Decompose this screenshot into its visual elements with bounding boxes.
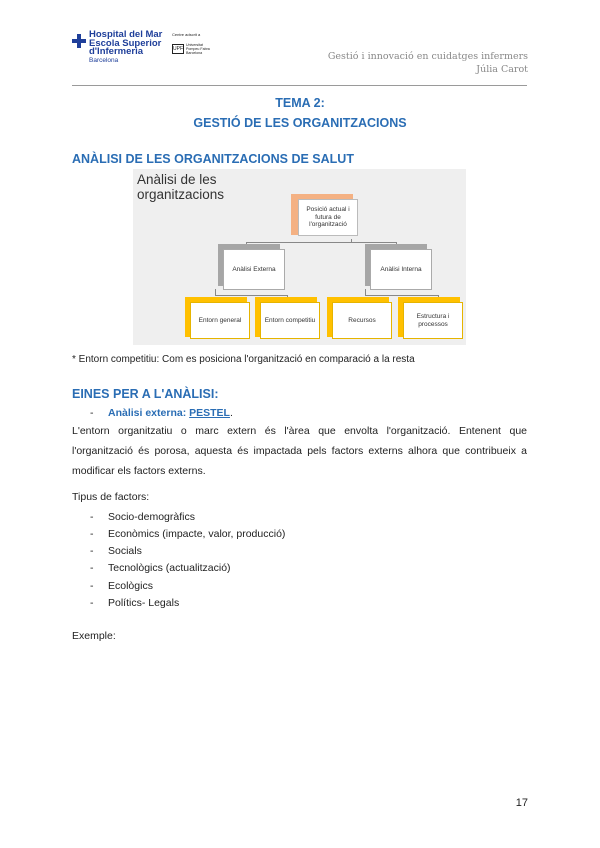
factor-list-item: Polítics- Legals bbox=[108, 597, 180, 609]
diagram-node-position: Posició actual i futura de l'organització bbox=[298, 199, 358, 236]
upf-line-1: Universitat bbox=[186, 43, 203, 47]
footnote-competitive-environment: * Entorn competitiu: Com es posiciona l'organització en comparació a la resta bbox=[72, 354, 415, 365]
connector-line bbox=[365, 295, 438, 296]
connector-line bbox=[215, 295, 287, 296]
hospital-del-mar-logo bbox=[72, 31, 182, 71]
logo-line-1: Hospital del Mar bbox=[89, 29, 163, 40]
upf-line-2: Pompeu Fabra bbox=[186, 47, 210, 51]
upf-line-3: Barcelona bbox=[186, 51, 203, 55]
list-dash: - bbox=[90, 562, 94, 574]
factor-list-item: Socials bbox=[108, 545, 142, 557]
list-dash: - bbox=[90, 511, 94, 523]
bullet-dash: - bbox=[90, 407, 94, 419]
diagram-node-competitive-environment: Entorn competitiu bbox=[260, 302, 320, 339]
paragraph-line: L'entorn organitzatiu o marc extern és l'àrea que envolta l'organització. Entenent que bbox=[72, 425, 527, 437]
list-dash: - bbox=[90, 597, 94, 609]
page-header bbox=[0, 0, 600, 90]
page-number: 17 bbox=[515, 797, 528, 809]
factor-types-label: Tipus de factors: bbox=[72, 491, 150, 503]
course-name: Gestió i innovació en cuidatges infermers bbox=[327, 51, 528, 62]
bullet-end: . bbox=[229, 407, 233, 419]
diagram-node-internal: Anàlisi Interna bbox=[370, 249, 432, 290]
factor-list-item: Socio-demogràfics bbox=[108, 511, 195, 523]
medical-cross-icon bbox=[72, 34, 86, 48]
factor-list-item: Tecnològics (actualització) bbox=[108, 562, 231, 574]
topic-number: TEMA 2: bbox=[275, 96, 325, 110]
header-divider bbox=[72, 85, 527, 86]
example-label: Exemple: bbox=[72, 630, 116, 642]
upf-logo-caption: Centre adscrit a bbox=[172, 32, 201, 37]
section-heading-tools: EINES PER A L'ANÀLISI: bbox=[72, 387, 219, 401]
logo-text bbox=[89, 31, 162, 65]
paragraph-line: l'organització és porosa, aquesta és impactada pels factors externs alhora que contribueix a bbox=[72, 445, 527, 457]
paragraph-line: modificar els factors externs. bbox=[72, 465, 206, 477]
diagram-node-structure: Estructura i processos bbox=[403, 302, 463, 339]
logo-line-3: d'Infermeria bbox=[89, 46, 143, 57]
list-dash: - bbox=[90, 580, 94, 592]
list-dash: - bbox=[90, 545, 94, 557]
header-course-info bbox=[328, 50, 528, 76]
upf-logo-text bbox=[186, 43, 210, 55]
paragraph-environment bbox=[72, 421, 527, 481]
list-dash: - bbox=[90, 528, 94, 540]
diagram-title: Anàlisi de les organitzacions bbox=[137, 172, 225, 202]
organization-analysis-diagram bbox=[133, 169, 466, 345]
author-name: Júlia Carot bbox=[476, 64, 528, 75]
factor-list-item: Ecològics bbox=[108, 580, 153, 592]
topic-title: GESTIÓ DE LES ORGANITZACIONS bbox=[193, 116, 407, 130]
bullet-external-analysis bbox=[108, 407, 233, 419]
factor-list-item: Econòmics (impacte, valor, producció) bbox=[108, 528, 286, 540]
upf-logo-box: UPF bbox=[173, 46, 183, 52]
logo-line-4: Barcelona bbox=[89, 56, 119, 64]
logo-line-2: Escola Superior bbox=[89, 37, 162, 49]
upf-logo bbox=[172, 32, 214, 58]
diagram-node-general-environment: Entorn general bbox=[190, 302, 250, 339]
bullet-label: Anàlisi externa: bbox=[108, 407, 190, 419]
diagram-node-resources: Recursos bbox=[332, 302, 392, 339]
connector-line bbox=[246, 242, 396, 243]
pestel-link[interactable]: PESTEL bbox=[189, 407, 230, 419]
section-heading-analysis: ANÀLISI DE LES ORGANITZACIONS DE SALUT bbox=[72, 152, 354, 166]
diagram-node-external: Anàlisi Externa bbox=[223, 249, 285, 290]
